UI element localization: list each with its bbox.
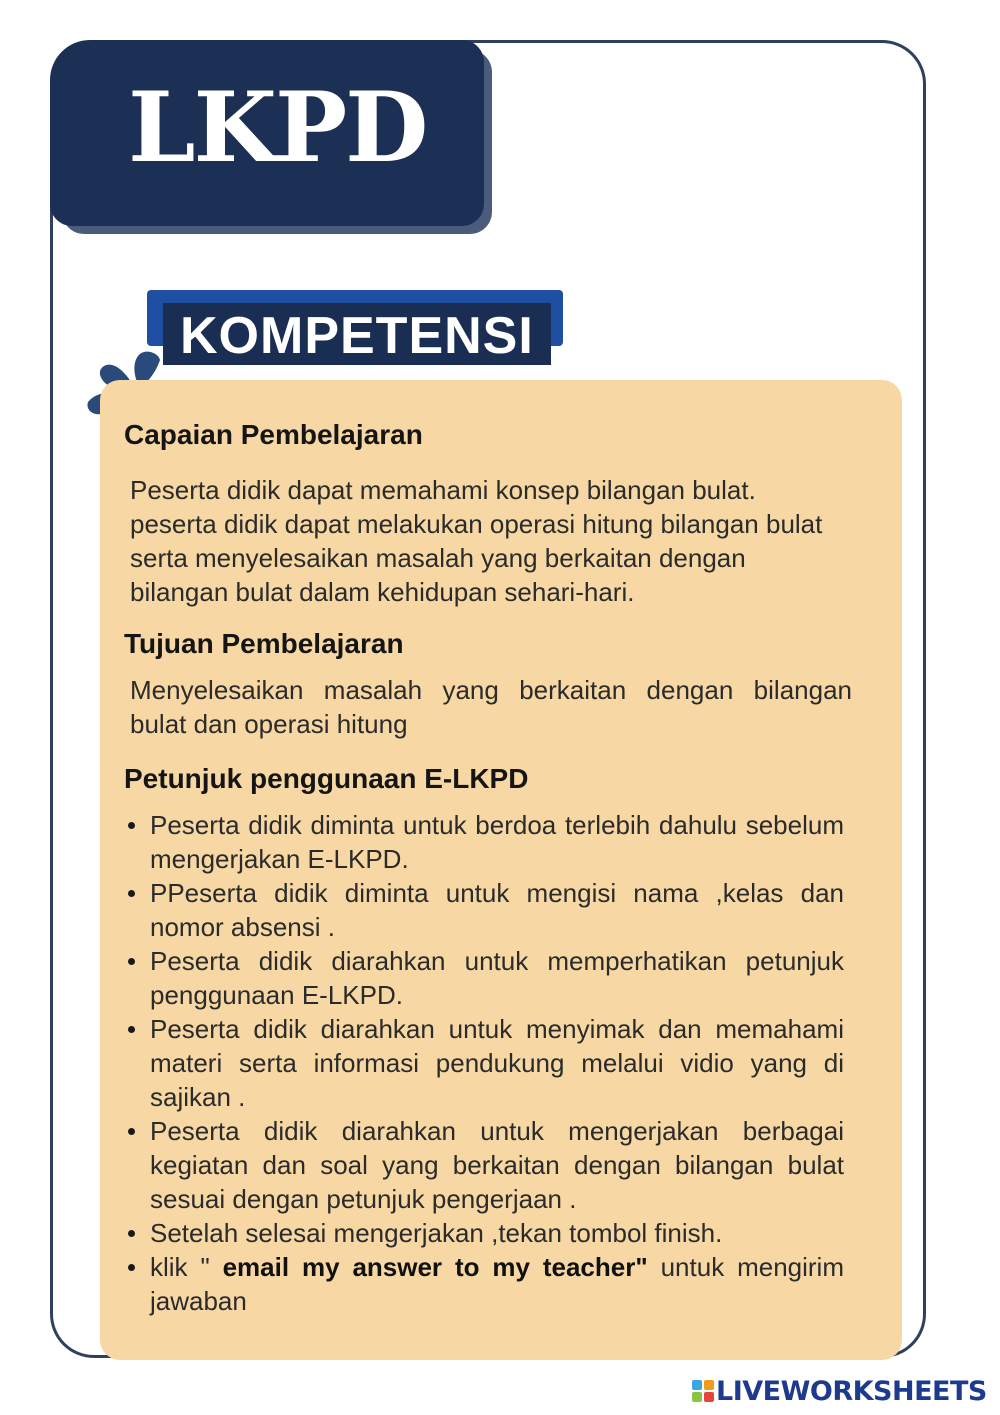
list-item: Peserta didik diarahkan untuk memperhatikan petunjuk penggunaan E-LKPD. [124,944,844,1012]
capaian-line: Peserta didik dapat memahami konsep bilangan bulat. [130,475,756,505]
logo-square [704,1392,714,1402]
logo-square [692,1392,702,1402]
logo-squares-icon [692,1380,714,1402]
tujuan-heading: Tujuan Pembelajaran [124,628,404,659]
tujuan-line: bulat dan operasi hitung [130,709,408,739]
logo-text: LIVEWORKSHEETS [716,1375,987,1407]
capaian-heading: Capaian Pembelajaran [124,419,423,450]
tujuan-text [130,673,852,741]
list-item: Setelah selesai mengerjakan ,tekan tombol finish. [124,1216,844,1250]
capaian-line: peserta didik dapat melakukan operasi hitung bilangan bulat [130,509,823,539]
tujuan-line: Menyelesaikan masalah yang berkaitan dengan bilangan [130,675,852,705]
petunjuk-list [124,808,844,1318]
capaian-line: serta menyelesaikan masalah yang berkaitan dengan [130,543,746,573]
section-title: KOMPETENSI [180,307,534,365]
page-title: LKPD [128,71,427,184]
capaian-line: bilangan bulat dalam kehidupan sehari-hari. [130,577,635,607]
list-item: Peserta didik diarahkan untuk menyimak dan memahami materi serta informasi pendukung melalui vidio yang di sajikan . [124,1012,844,1114]
email-instruction-button-name: email my answer to my teacher" [209,1252,648,1282]
petunjuk-heading: Petunjuk penggunaan E-LKPD [124,763,529,794]
logo-square [704,1380,714,1390]
list-item: PPeserta didik diminta untuk mengisi nama ,kelas dan nomor absensi . [124,876,844,944]
logo-square [692,1380,702,1390]
capaian-text [130,473,858,609]
list-item: Peserta didik diminta untuk berdoa terlebih dahulu sebelum mengerjakan E-LKPD. [124,808,844,876]
email-instruction-suffix: untuk mengirim jawaban [150,1252,844,1316]
email-instruction-prefix: klik " [150,1252,210,1282]
list-item-email [124,1250,844,1318]
list-item: Peserta didik diarahkan untuk mengerjakan berbagai kegiatan dan soal yang berkaitan dengan bilangan bulat sesuai dengan petunjuk pengerjaan . [124,1114,844,1216]
liveworksheets-logo [692,1373,987,1409]
